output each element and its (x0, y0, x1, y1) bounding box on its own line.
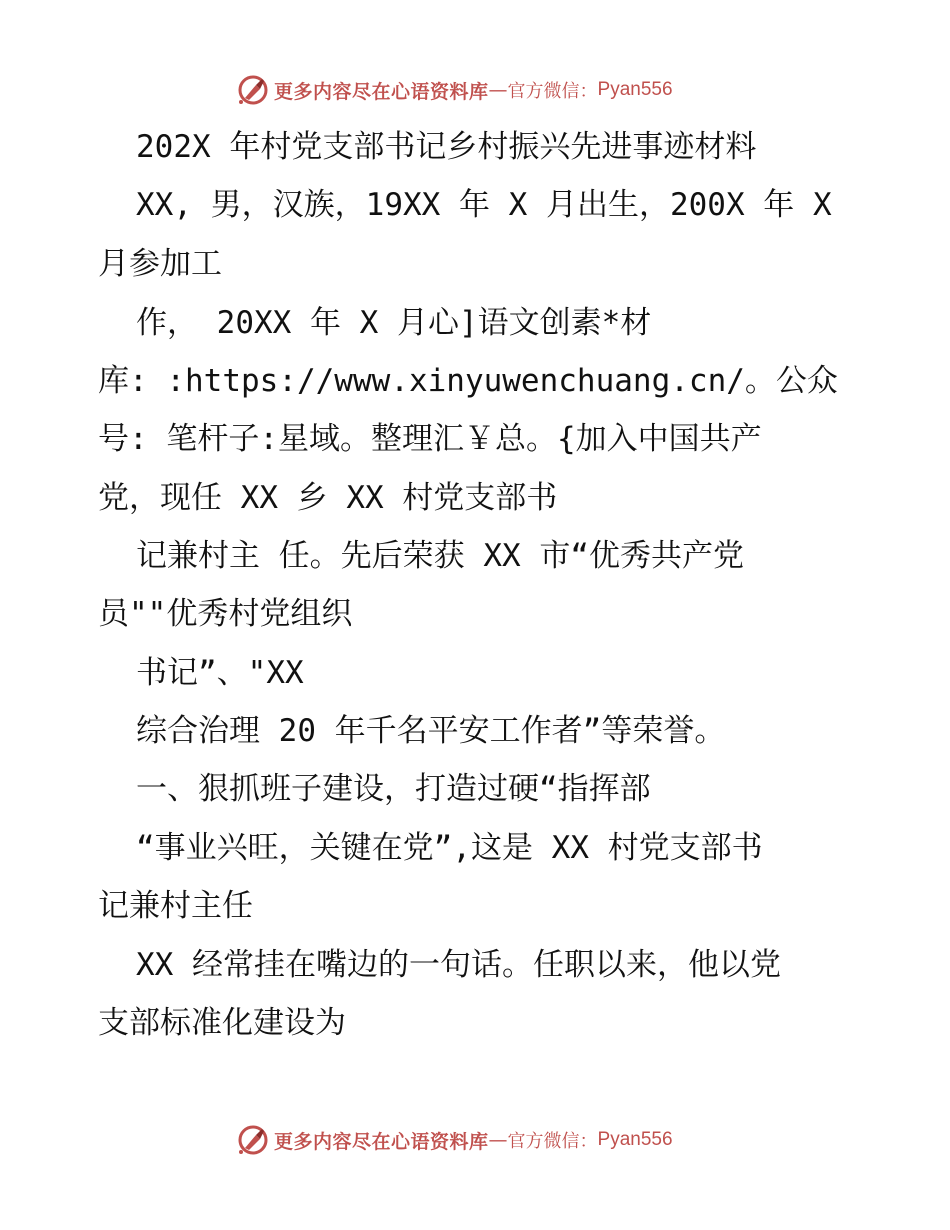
watermark-wechat-id: Pyan556 (597, 1129, 673, 1150)
pen-nib-logo-icon (236, 73, 270, 107)
document-title: 202X 年村党支部书记乡村振兴先进事迹材料 (136, 129, 757, 165)
text-line: 员""优秀村党组织 (98, 596, 353, 632)
text-line: 作， 20XX 年 X 月心]语文创素*材 (136, 305, 652, 341)
footer-watermark (236, 1122, 756, 1158)
text-line: 记兼村主 任。先后荣获 XX 市“优秀共产党 (136, 538, 744, 574)
pen-nib-logo-icon (236, 1123, 270, 1157)
watermark-wechat-id: Pyan556 (597, 79, 673, 100)
watermark-wechat-label: 官方微信： (507, 81, 598, 102)
text-line: XX 经常挂在嘴边的一句话。任职以来，他以党 (136, 947, 781, 983)
text-line: “事业兴旺，关键在党”,这是 XX 村党支部书 (136, 830, 763, 866)
text-line: 库: :https://www.xinyuwenchuang.cn/。公众 (98, 363, 838, 399)
text-line: 支部标准化建设为 (98, 1005, 346, 1041)
text-line: 月参加工 (98, 246, 222, 282)
section-heading: 一、狠抓班子建设，打造过硬“指挥部 (136, 771, 651, 807)
text-line: XX, 男，汉族，19XX 年 X 月出生，200X 年 X (136, 187, 832, 223)
text-line: 党，现任 XX 乡 XX 村党支部书 (98, 480, 558, 516)
watermark-main-text: 更多内容尽在心语资料库 (274, 1130, 489, 1153)
watermark-main-text: 更多内容尽在心语资料库 (274, 80, 489, 103)
text-line: 书记”、"XX (136, 655, 304, 691)
header-watermark (236, 72, 756, 108)
text-line: 号: 笔杆子:星域。整理汇￥总。{加入中国共产 (98, 421, 762, 457)
watermark-separator: — (488, 1129, 508, 1151)
text-line: 记兼村主任 (98, 888, 253, 924)
watermark-wechat-label: 官方微信： (507, 1131, 598, 1152)
watermark-separator: — (488, 79, 508, 101)
text-line: 综合治理 20 年千名平安工作者”等荣誉。 (136, 713, 726, 749)
